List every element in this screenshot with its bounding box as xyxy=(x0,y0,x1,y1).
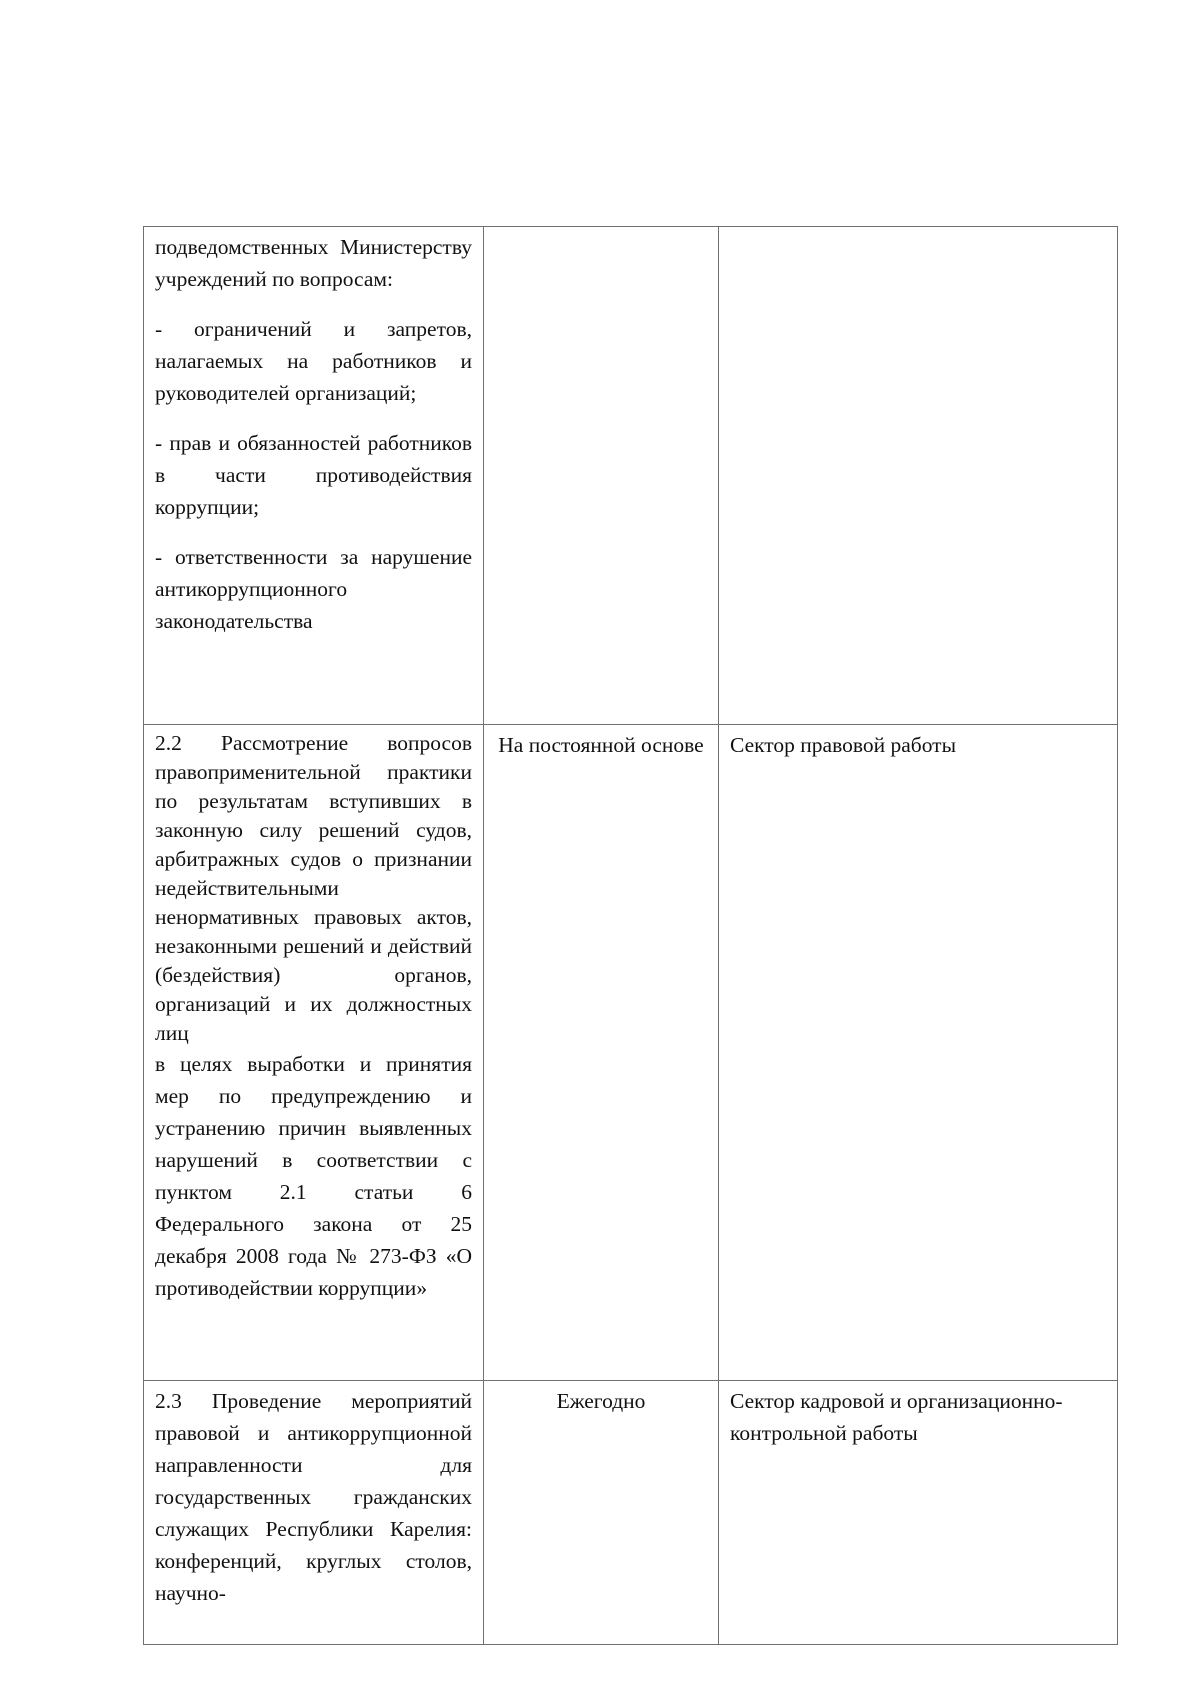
event-paragraph: в целях выработки и принятия мер по предупреждению и устранению причин выявленных нарушений в соответствии с пунктом 2.1 статьи 6 Федерального закона от 25 декабря 2008 года № 273-ФЗ «О противодействии коррупции» xyxy=(155,1052,472,1300)
event-paragraph: - ответственности за нарушение антикоррупционного законодательства xyxy=(155,545,472,633)
event-paragraph: 2.3 Проведение мероприятий правовой и антикоррупционной направленности для государственных гражданских служащих Республики Карелия: конференций, круглых столов, научно- xyxy=(155,1389,472,1605)
responsible-cell xyxy=(719,227,1118,725)
event-paragraph: - прав и обязанностей работников в части противодействия коррупции; xyxy=(155,431,472,519)
term-cell xyxy=(484,227,719,725)
measures-table xyxy=(143,226,1118,1645)
event-cell xyxy=(144,227,484,725)
responsible-cell: Сектор правовой работы xyxy=(719,725,1118,1381)
responsible-cell: Сектор кадровой и организационно-контрольной работы xyxy=(719,1381,1118,1645)
event-paragraph: - ограничений и запретов, налагаемых на работников и руководителей организаций; xyxy=(155,317,472,405)
term-cell: На постоянной основе xyxy=(484,725,719,1381)
event-paragraph: подведомственных Министерству учреждений по вопросам: xyxy=(155,235,472,291)
table-row xyxy=(144,1381,1118,1645)
term-cell: Ежегодно xyxy=(484,1381,719,1645)
event-cell xyxy=(144,725,484,1381)
event-paragraph: 2.2 Рассмотрение вопросов правоприменительной практики по результатам вступивших в законную силу решений судов, арбитражных судов о признании недействительными ненормативных правовых актов, незаконными решений и действий (бездействия) органов, организаций и их должностных лиц xyxy=(155,731,472,1045)
event-cell xyxy=(144,1381,484,1645)
table-row xyxy=(144,725,1118,1381)
table-row xyxy=(144,227,1118,725)
